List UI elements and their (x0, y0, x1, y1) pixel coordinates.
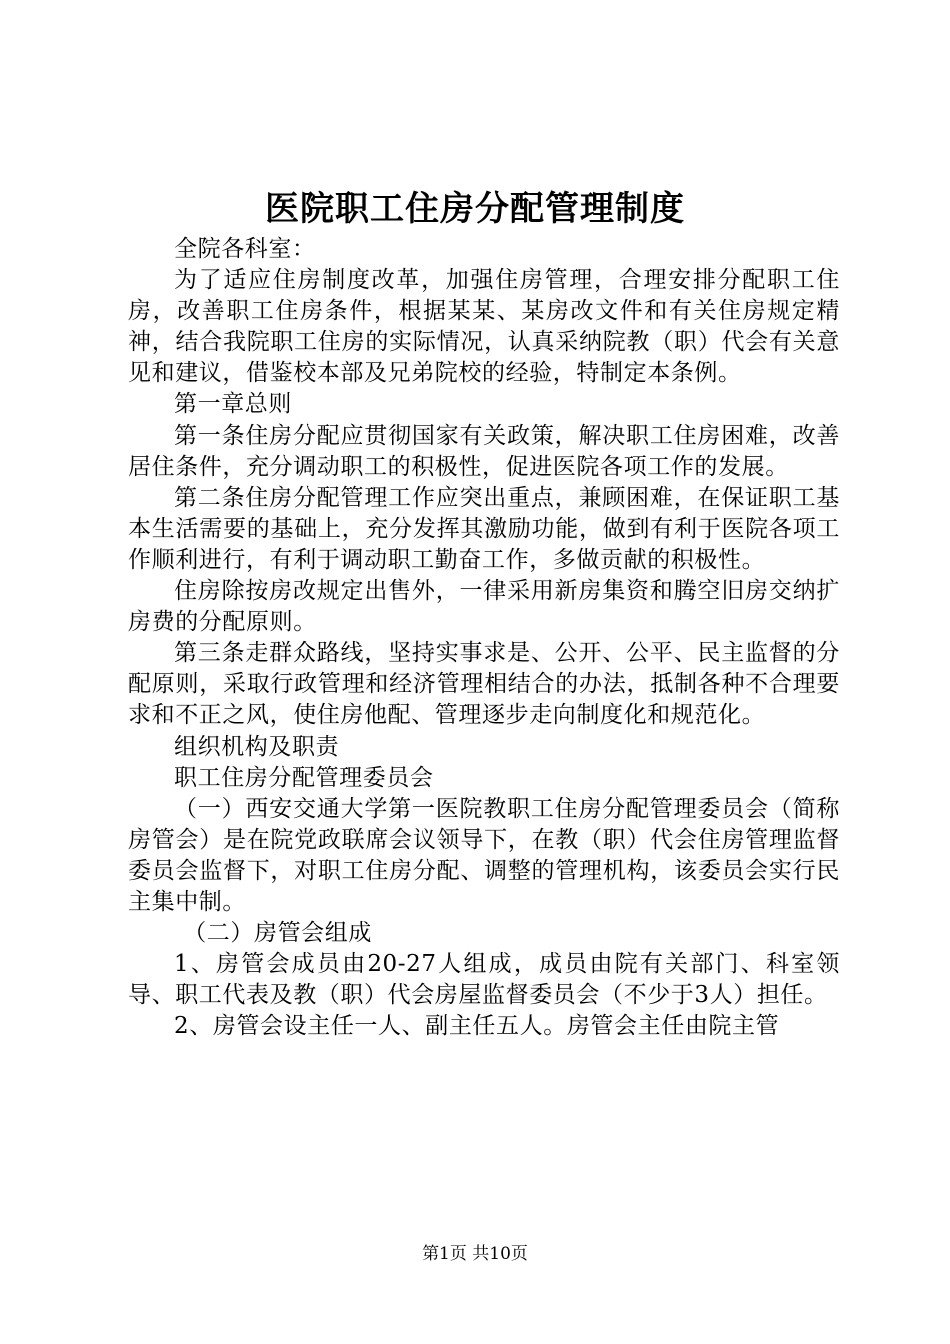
committee-description-paragraph: （一）西安交通大学第一医院教职工住房分配管理委员会（简称房管会）是在院党政联席会议领导下，在教（职）代会住房管理监督委员会监督下，对职工住房分配、调整的管理机构，该委员会实行民主集中制。 (128, 795, 840, 915)
page-number-footer: 第1页 共10页 (422, 1244, 528, 1264)
intro-paragraph: 为了适应住房制度改革，加强住房管理，合理安排分配职工住房，改善职工住房条件，根据某某、某房改文件和有关住房规定精神，结合我院职工住房的实际情况，认真采纳院教（职）代会有关意见和建议，借鉴校本部及兄弟院校的经验，特制定本条例。 (128, 267, 840, 387)
document-body (128, 234, 840, 1042)
composition-item-1: 1、房管会成员由20-27人组成，成员由院有关部门、科室领导、职工代表及教（职）代会房屋监督委员会（不少于3人）担任。 (128, 951, 840, 1009)
committee-composition-heading: （二）房管会组成 (183, 920, 372, 947)
article-1-paragraph: 第一条住房分配应贯彻国家有关政策，解决职工住房困难，改善居住条件，充分调动职工的积极性，促进医院各项工作的发展。 (128, 422, 840, 480)
chapter-heading: 第一章总则 (174, 391, 292, 418)
composition-item-2: 2、房管会设主任一人、副主任五人。房管会主任由院主管 (174, 1013, 780, 1040)
section-heading-committee: 职工住房分配管理委员会 (174, 764, 434, 791)
housing-principle-paragraph: 住房除按房改规定出售外，一律采用新房集资和腾空旧房交纳扩房费的分配原则。 (128, 578, 840, 636)
salutation-paragraph: 全院各科室： (174, 236, 316, 262)
document-title: 医院职工住房分配管理制度 (265, 189, 685, 229)
article-2-paragraph: 第二条住房分配管理工作应突出重点，兼顾困难，在保证职工基本生活需要的基础上，充分发挥其激励功能，做到有利于医院各项工作顺利进行，有利于调动职工勤奋工作，多做贡献的积极性。 (128, 484, 840, 573)
section-heading-organization: 组织机构及职责 (174, 733, 340, 760)
article-3-paragraph: 第三条走群众路线，坚持实事求是、公开、公平、民主监督的分配原则，采取行政管理和经济管理相结合的办法，抵制各种不合理要求和不正之风，使住房他配、管理逐步走向制度化和规范化。 (128, 640, 840, 729)
